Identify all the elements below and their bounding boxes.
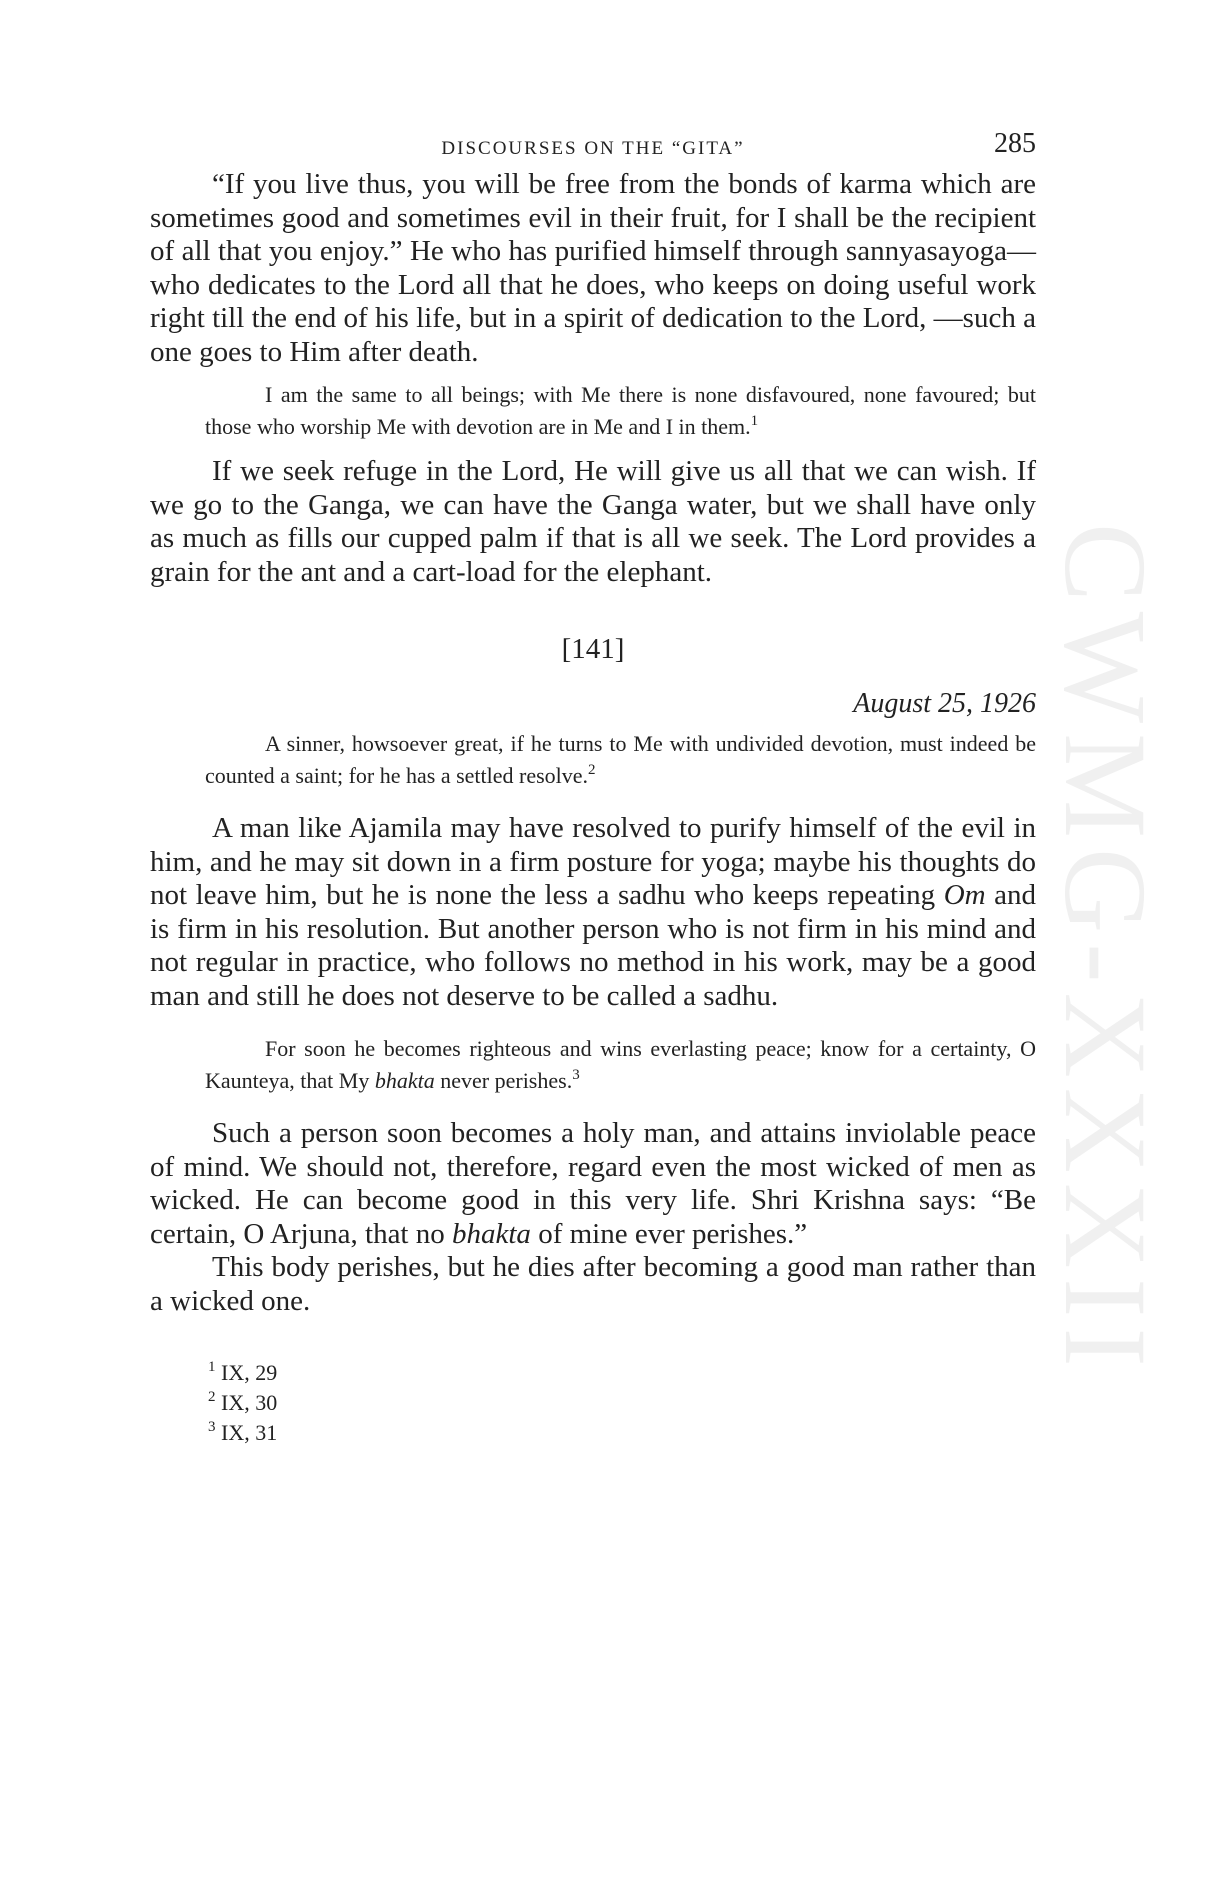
quote-2 xyxy=(205,728,1036,792)
paragraph-5: This body perishes, but he dies after becoming a good man rather than a wicked one. xyxy=(150,1251,1036,1317)
quote-3-part-1: For soon he becomes righteous and wins everlasting peace; know for a certainty, O Kaunteya, that My xyxy=(205,1036,1036,1093)
paragraph-4 xyxy=(150,1117,1036,1251)
footnote-2-num: 2 xyxy=(208,1389,216,1405)
section-number: [141] xyxy=(561,633,625,665)
footnote-3-text: IX, 31 xyxy=(221,1420,278,1445)
quote-2-text: A sinner, howsoever great, if he turns to Me with undivided devotion, must indeed be counted a saint; for he has a settled resolve. xyxy=(205,731,1036,788)
quote-1 xyxy=(205,379,1036,443)
quote-1-text: I am the same to all beings; with Me there is none disfavoured, none favoured; but those who worship Me with devotion are in Me and I in them. xyxy=(205,382,1036,439)
footnote-1 xyxy=(208,1358,1036,1388)
watermark-text: CWMG-XXXII xyxy=(1040,523,1171,1377)
footnote-1-num: 1 xyxy=(208,1359,216,1375)
quote-3 xyxy=(205,1033,1036,1097)
paragraph-3-part-1: A man like Ajamila may have resolved to purify himself of the evil in him, and he may sit down in a firm posture for yoga; maybe his thoughts do not leave him, but he is none the less a sadhu who keeps repeating xyxy=(150,812,1036,911)
footnote-ref-2: 2 xyxy=(588,762,596,778)
watermark xyxy=(1040,430,1171,1470)
footnote-2 xyxy=(208,1388,1036,1418)
quote-3-italic: bhakta xyxy=(374,1068,435,1093)
paragraph-4-part-2: of mine ever perishes.” xyxy=(530,1217,808,1250)
paragraph-3-italic: Om xyxy=(943,879,986,911)
running-title: DISCOURSES ON THE “GITA” xyxy=(441,138,745,159)
page xyxy=(150,128,1036,1448)
footnote-ref-1: 1 xyxy=(750,413,759,429)
quote-3-part-2: never perishes. xyxy=(434,1068,573,1093)
footnote-ref-3: 3 xyxy=(572,1067,580,1083)
paragraph-4-part-1: Such a person soon becomes a holy man, and attains inviolable peace of mind. We should not, therefore, regard even the most wicked of men as wicked. He can become good in this very life. Shri Krishna says: “Be certain, O Arjuna, that no xyxy=(150,1117,1036,1250)
footnote-3-num: 3 xyxy=(208,1419,216,1435)
paragraph-3 xyxy=(150,812,1036,1013)
date-line: August 25, 1926 xyxy=(853,688,1036,719)
footnote-3 xyxy=(208,1418,1036,1448)
footnote-1-text: IX, 29 xyxy=(221,1360,278,1385)
page-number: 285 xyxy=(994,128,1036,159)
paragraph-4-italic: bhakta xyxy=(452,1217,531,1250)
paragraph-2: If we seek refuge in the Lord, He will give us all that we can wish. If we go to the Ganga, we can have the Ganga water, but we shall have only as much as fills our cupped palm if that is all we seek. The Lord provides a grain for the ant and a cart-load for the elephant. xyxy=(150,455,1036,588)
paragraph-3-part-2: and is firm in his resolution. But another person who is not firm in his mind and not regular in practice, who follows no method in his work, may be a good man and still he does not deserve to be called a sadhu. xyxy=(150,879,1036,1012)
paragraph-1: “If you live thus, you will be free from the bonds of karma which are sometimes good and sometimes evil in their fruit, for I shall be the recipient of all that you enjoy.” He who has purified himself through sannyasayoga—who dedicates to the Lord all that he does, who keeps on doing useful work right till the end of his life, but in a spirit of dedication to the Lord, —such a one goes to Him after death. xyxy=(150,168,1036,368)
footnotes xyxy=(208,1358,1036,1448)
footnote-2-text: IX, 30 xyxy=(221,1390,278,1415)
page-header xyxy=(150,128,1036,168)
